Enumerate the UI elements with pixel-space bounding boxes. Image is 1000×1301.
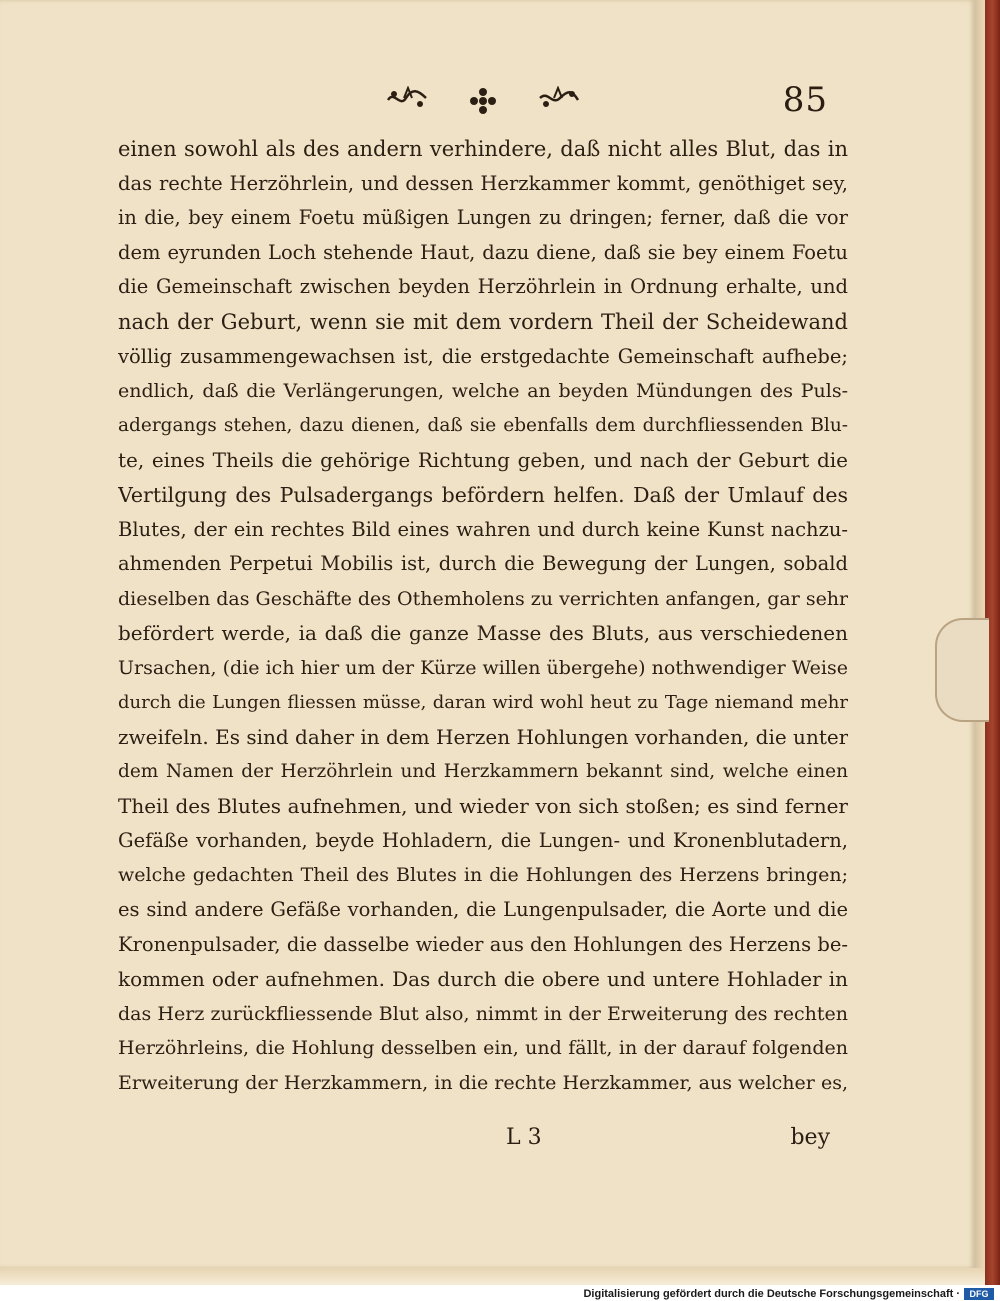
text-line: einen sowohl als des andern verhindere, daß nicht alles Blut, das in [118, 137, 848, 161]
text-line: te, eines Theils die gehörige Richtung geben, und nach der Geburt die [118, 448, 848, 473]
body-text [118, 132, 848, 1101]
text-line: völlig zusammengewachsen ist, die erstgedachte Gemeinschaft aufhebe; [118, 344, 848, 368]
vine-ornament-icon [538, 86, 580, 116]
text-line: zweifeln. Es sind daher in dem Herzen Hohlungen vorhanden, die unter [118, 725, 848, 750]
text-line: Vertilgung des Pulsadergangs befördern helfen. Daß der Umlauf des [118, 482, 848, 507]
text-line: dem eyrunden Loch stehende Haut, dazu diene, daß sie bey einem Foetu [118, 240, 848, 264]
text-line: dieselben das Geschäfte des Othemholens zu verrichten anfangen, gar sehr [118, 587, 848, 610]
page-header [118, 80, 828, 128]
page-number: 85 [782, 80, 828, 120]
text-line: dem Namen der Herzöhrlein und Herzkammern bekannt sind, welche einen [118, 760, 848, 782]
signature-mark: L 3 [506, 1125, 542, 1150]
digitization-credit-bar [0, 1287, 1000, 1301]
text-line: Gefäße vorhanden, beyde Hohladern, die Lungen- und Kronenblutadern, [118, 828, 848, 852]
page-bottom-edge [0, 1268, 985, 1285]
bookmark-tab [935, 618, 989, 722]
text-line: Kronenpulsader, die dasselbe wieder aus den Hohlungen des Herzens be- [118, 932, 848, 956]
text-line: nach der Geburt, wenn sie mit dem vordern Theil der Scheidewand [118, 309, 848, 334]
text-line: befördert werde, ia daß die ganze Masse des Bluts, aus verschiedenen [118, 621, 848, 646]
text-line: ahmenden Perpetui Mobilis ist, durch die Bewegung der Lungen, sobald [118, 552, 848, 576]
text-line: Erweiterung der Herzkammern, in die rechte Herzkammer, aus welcher es, [118, 1072, 848, 1095]
dfg-logo-icon: DFG [964, 1288, 994, 1300]
text-line: das Herz zurückfliessende Blut also, nimmt in der Erweiterung des rechten [118, 1002, 848, 1025]
catchword: bey [790, 1125, 830, 1150]
text-line: endlich, daß die Verlängerungen, welche an beyden Mündungen des Puls- [118, 380, 848, 403]
text-line: Blutes, der ein rechtes Bild eines wahren und durch keine Kunst nachzu- [118, 517, 848, 541]
text-line: Herzöhrleins, die Hohlung desselben ein, und fällt, in der darauf folgenden [118, 1037, 848, 1060]
text-line: Ursachen, (die ich hier um der Kürze willen übergehe) nothwendiger Weise [118, 656, 848, 679]
text-line: es sind andere Gefäße vorhanden, die Lungenpulsader, die Aorte und die [118, 898, 848, 922]
text-line: welche gedachten Theil des Blutes in die Hohlungen des Herzens bringen; [118, 864, 848, 887]
text-line: kommen oder aufnehmen. Das durch die obere und untere Hohlader in [118, 967, 848, 992]
text-line: in die, bey einem Foetu müßigen Lungen zu dringen; ferner, daß die vor [118, 206, 848, 230]
flower-ornament-icon [468, 86, 498, 120]
text-line: das rechte Herzöhrlein, und dessen Herzkammer kommt, genöthiget sey, [118, 171, 848, 195]
credit-text: Digitalisierung gefördert durch die Deutsche Forschungsgemeinschaft · [583, 1288, 960, 1300]
vine-ornament-icon [386, 86, 428, 116]
text-line: Theil des Blutes aufnehmen, und wieder von sich stoßen; es sind ferner [118, 794, 848, 819]
page-footer [118, 1125, 830, 1165]
text-line: durch die Lungen fliessen müsse, daran wird wohl heut zu Tage niemand mehr [118, 691, 848, 713]
text-line: die Gemeinschaft zwischen beyden Herzöhrlein in Ordnung erhalte, und [118, 275, 848, 299]
text-line: adergangs stehen, dazu dienen, daß sie ebenfalls dem durchfliessenden Blu- [118, 414, 848, 436]
